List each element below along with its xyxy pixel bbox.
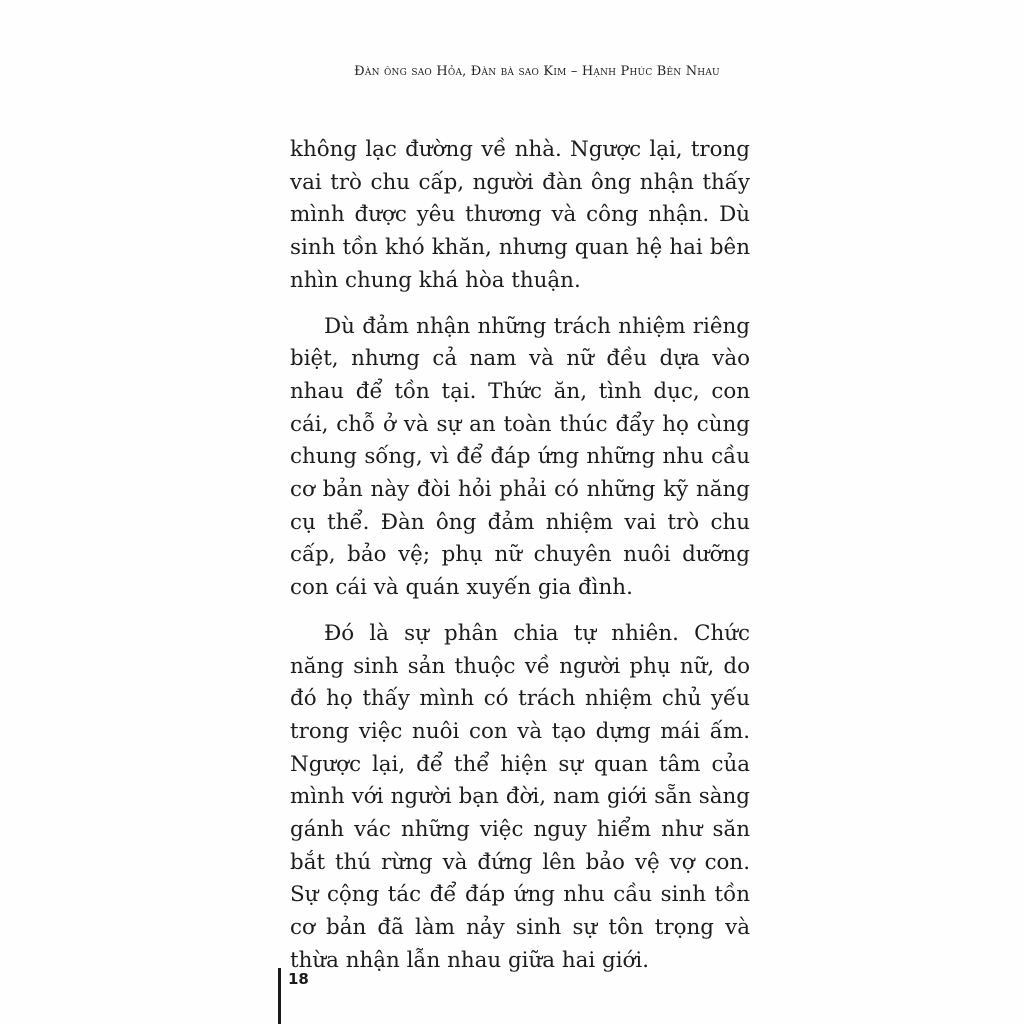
paragraph-2: Dù đảm nhận những trách nhiệm riêng biệt, nhưng cả nam và nữ đều dựa vào nhau để tồn tại. Thức ăn, tình dục, con cái, chỗ ở và sự an toàn thúc đẩy họ cùng chung sống, vì để đáp ứng những nhu cầu cơ bản này đòi hỏi phải có những kỹ năng cụ thể. Đàn ông đảm nhiệm vai trò chu cấp, bảo vệ; phụ nữ chuyên nuôi dưỡng con cái và quán xuyến gia đình. [290, 313, 750, 601]
body-text [290, 134, 750, 978]
page-number: 18 [288, 970, 309, 988]
paragraph-1: không lạc đường về nhà. Ngược lại, trong vai trò chu cấp, người đàn ông nhận thấy mình được yêu thương và công nhận. Dù sinh tồn khó khăn, nhưng quan hệ hai bên nhìn chung khá hòa thuận. [290, 137, 750, 293]
paragraph-3: Đó là sự phân chia tự nhiên. Chức năng sinh sản thuộc về người phụ nữ, do đó họ thấy mình có trách nhiệm chủ yếu trong việc nuôi con và tạo dựng mái ấm. Ngược lại, để thể hiện sự quan tâm của mình với người bạn đời, nam giới sẵn sàng gánh vác những việc nguy hiểm như săn bắt thú rừng và đứng lên bảo vệ vợ con. Sự cộng tác để đáp ứng nhu cầu sinh tồn cơ bản đã làm nảy sinh sự tôn trọng và thừa nhận lẫn nhau giữa hai giới. [290, 620, 750, 973]
running-header: Đàn ông sao Hỏa, Đàn bà sao Kim – Hạnh Phúc Bên Nhau [354, 64, 720, 79]
footer-rule [278, 968, 281, 1024]
